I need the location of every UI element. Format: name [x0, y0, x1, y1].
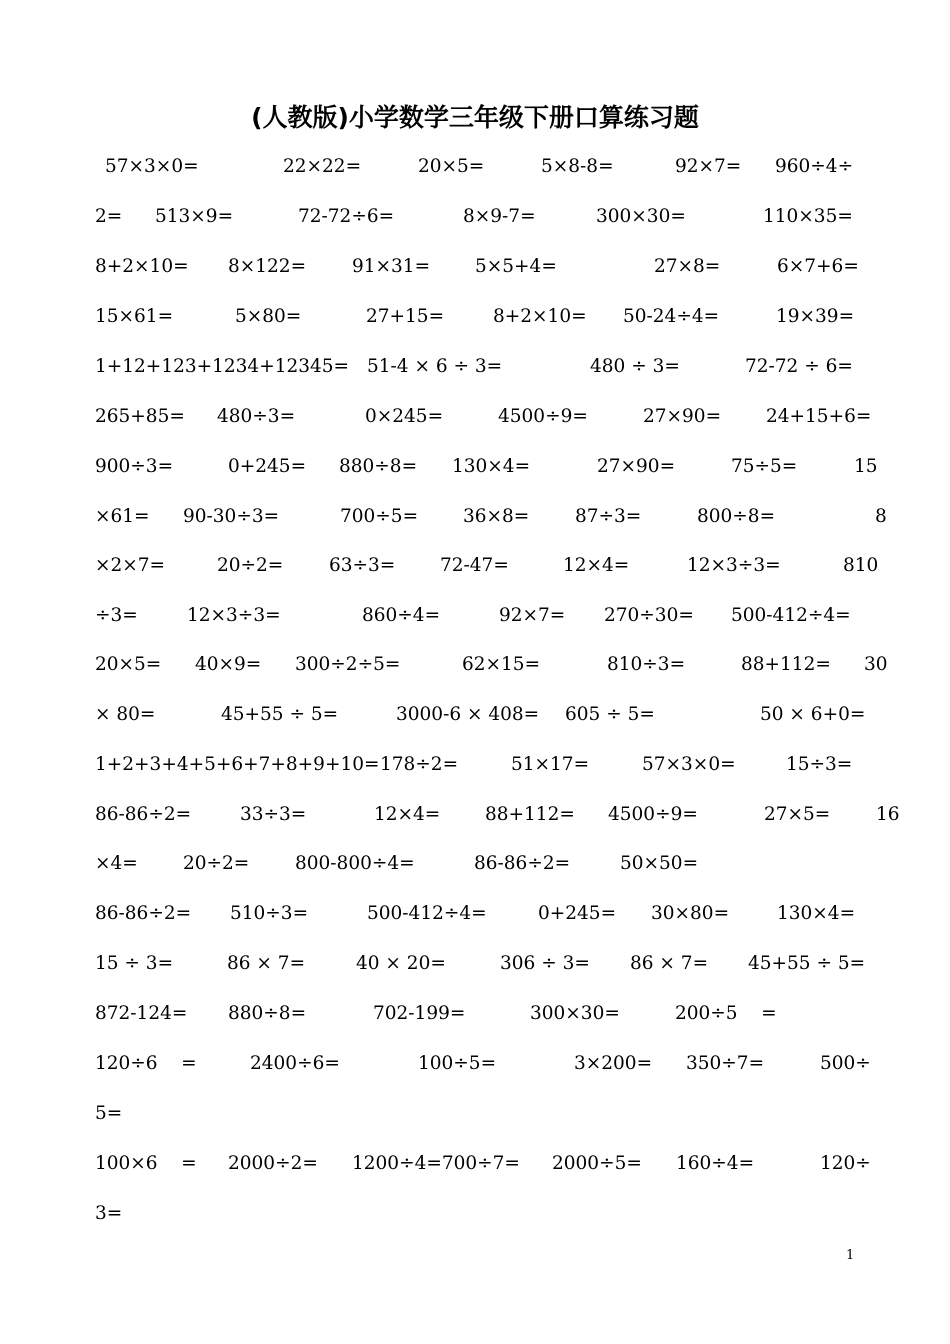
exercise-item: 20÷2=: [217, 555, 284, 576]
exercise-item: 306 ÷ 3=: [500, 953, 590, 974]
exercise-item: 86-86÷2=: [95, 903, 192, 924]
exercise-line: [0, 551, 950, 581]
exercise-line: [0, 999, 950, 1029]
exercise-item: 500-412÷4=: [731, 605, 851, 626]
exercise-item: 27+15=: [366, 306, 445, 327]
exercise-item: 50-24÷4=: [623, 306, 720, 327]
exercise-item: 8×9-7=: [463, 206, 536, 227]
exercise-item: 480 ÷ 3=: [590, 356, 680, 377]
exercise-line: [0, 152, 950, 182]
exercise-item: 5×80=: [235, 306, 302, 327]
exercise-item: 24+15+6=: [766, 406, 872, 427]
exercise-item: 5×5+4=: [475, 256, 557, 277]
exercise-item: 12×3÷3=: [687, 555, 781, 576]
page-title: (人教版)小学数学三年级下册口算练习题: [251, 103, 699, 132]
exercise-item: 700÷5=: [340, 506, 419, 527]
exercise-item: 120÷: [820, 1153, 871, 1174]
exercise-item: 72-72 ÷ 6=: [745, 356, 853, 377]
exercise-item: 5=: [95, 1103, 123, 1124]
exercise-item: 88+112=: [485, 804, 575, 825]
exercise-item: 8×122=: [228, 256, 307, 277]
exercise-line: [0, 849, 950, 879]
exercise-item: 19×39=: [776, 306, 855, 327]
exercise-item: 5×8-8=: [541, 156, 614, 177]
exercise-item: 90-30÷3=: [183, 506, 280, 527]
exercise-item: 178÷2=: [380, 754, 459, 775]
exercise-item: 27×5=: [764, 804, 831, 825]
exercise-item: 0+245=: [228, 456, 307, 477]
exercise-line: [0, 601, 950, 631]
exercise-item: 87÷3=: [575, 506, 642, 527]
exercise-item: 92×7=: [675, 156, 742, 177]
exercise-line: [0, 1199, 950, 1229]
exercise-item: 30×80=: [651, 903, 730, 924]
exercise-line: [0, 352, 950, 382]
exercise-item: 57×3×0=: [642, 754, 736, 775]
exercise-item: 513×9=: [155, 206, 234, 227]
exercise-item: 1200÷4=700÷7=: [352, 1153, 520, 1174]
exercise-item: 810: [843, 555, 879, 576]
exercise-item: 110×35=: [763, 206, 853, 227]
exercise-item: 2400÷6=: [250, 1053, 340, 1074]
exercise-item: 15×61=: [95, 306, 174, 327]
exercise-item: 30: [864, 654, 888, 675]
exercise-item: 40 × 20=: [356, 953, 446, 974]
exercise-line: [0, 899, 950, 929]
exercise-item: 300÷2÷5=: [295, 654, 401, 675]
exercise-item: 72-47=: [440, 555, 509, 576]
exercise-line: [0, 1049, 950, 1079]
exercise-item: 8+2×10=: [95, 256, 189, 277]
exercise-item: 880÷8=: [228, 1003, 307, 1024]
exercise-line: [0, 750, 950, 780]
exercise-item: 27×90=: [597, 456, 676, 477]
exercise-item: ÷3=: [95, 605, 138, 626]
exercise-item: 120÷6 =: [95, 1053, 197, 1074]
exercise-item: 27×90=: [643, 406, 722, 427]
exercise-item: 0×245=: [365, 406, 444, 427]
exercise-item: 12×4=: [563, 555, 630, 576]
exercise-line: [0, 452, 950, 482]
exercise-item: 3×200=: [574, 1053, 653, 1074]
page-number: 1: [846, 1248, 855, 1263]
exercise-item: 500÷: [820, 1053, 871, 1074]
exercise-line: [0, 800, 950, 830]
exercise-item: 130×4=: [452, 456, 531, 477]
exercise-item: 160÷4=: [676, 1153, 755, 1174]
exercise-item: 86-86÷2=: [474, 853, 571, 874]
exercise-item: 270÷30=: [604, 605, 694, 626]
exercise-item: 88+112=: [741, 654, 831, 675]
exercise-item: 45+55 ÷ 5=: [748, 953, 866, 974]
exercise-item: 800÷8=: [697, 506, 776, 527]
exercise-item: 20÷2=: [183, 853, 250, 874]
exercise-item: 2000÷5=: [552, 1153, 642, 1174]
exercise-item: 63÷3=: [329, 555, 396, 576]
exercise-item: 15 ÷ 3=: [95, 953, 174, 974]
exercise-item: 1+2+3+4+5+6+7+8+9+10=: [95, 754, 380, 775]
exercise-item: 350÷7=: [686, 1053, 765, 1074]
exercise-item: 12×3÷3=: [187, 605, 281, 626]
exercise-item: 860÷4=: [362, 605, 441, 626]
exercise-item: 16: [876, 804, 900, 825]
exercise-item: 6×7+6=: [777, 256, 859, 277]
exercise-line: [0, 1149, 950, 1179]
exercise-item: 86-86÷2=: [95, 804, 192, 825]
exercise-item: ×4=: [95, 853, 138, 874]
exercise-item: 86 × 7=: [630, 953, 709, 974]
exercise-item: 4500÷9=: [608, 804, 698, 825]
exercise-item: 4500÷9=: [498, 406, 588, 427]
exercise-item: 86 × 7=: [227, 953, 306, 974]
exercise-item: × 80=: [95, 704, 156, 725]
exercise-item: 15÷3=: [786, 754, 853, 775]
exercise-item: 15: [854, 456, 878, 477]
exercise-item: 50×50=: [620, 853, 699, 874]
exercise-item: 51×17=: [511, 754, 590, 775]
exercise-item: 22×22=: [283, 156, 362, 177]
exercise-item: 500-412÷4=: [367, 903, 487, 924]
exercise-item: 45+55 ÷ 5=: [221, 704, 339, 725]
exercise-line: [0, 700, 950, 730]
exercise-line: [0, 949, 950, 979]
exercise-item: 62×15=: [462, 654, 541, 675]
exercise-item: 3=: [95, 1203, 123, 1224]
exercise-item: 51-4 × 6 ÷ 3=: [367, 356, 503, 377]
exercise-item: 880÷8=: [339, 456, 418, 477]
exercise-item: 33÷3=: [240, 804, 307, 825]
exercise-item: 605 ÷ 5=: [565, 704, 655, 725]
exercise-item: 91×31=: [352, 256, 431, 277]
exercise-line: [0, 1099, 950, 1129]
exercise-item: 510÷3=: [230, 903, 309, 924]
exercise-item: 20×5=: [95, 654, 162, 675]
exercise-item: 480÷3=: [217, 406, 296, 427]
exercise-item: 57×3×0=: [105, 156, 199, 177]
exercise-item: 36×8=: [463, 506, 530, 527]
exercise-item: 8: [875, 506, 887, 527]
exercise-item: 100÷5=: [418, 1053, 497, 1074]
exercise-item: 2000÷2=: [228, 1153, 318, 1174]
exercise-item: 40×9=: [195, 654, 262, 675]
exercise-item: 92×7=: [499, 605, 566, 626]
exercise-item: 1+12+123+1234+12345=: [95, 356, 350, 377]
exercise-item: 702-199=: [373, 1003, 466, 1024]
exercise-item: 800-800÷4=: [295, 853, 415, 874]
exercise-item: 3000-6 × 408=: [396, 704, 540, 725]
exercise-line: [0, 502, 950, 532]
exercise-line: [0, 302, 950, 332]
exercise-item: 0+245=: [538, 903, 617, 924]
exercise-item: 8+2×10=: [493, 306, 587, 327]
exercise-item: 50 × 6+0=: [760, 704, 866, 725]
exercise-item: 300×30=: [530, 1003, 620, 1024]
exercise-item: 27×8=: [654, 256, 721, 277]
exercise-item: 200÷5 =: [675, 1003, 777, 1024]
exercise-item: 2=: [95, 206, 123, 227]
exercise-item: 265+85=: [95, 406, 185, 427]
exercise-item: 300×30=: [596, 206, 686, 227]
exercise-item: 12×4=: [374, 804, 441, 825]
exercise-item: 900÷3=: [95, 456, 174, 477]
exercise-item: ×2×7=: [95, 555, 166, 576]
exercise-item: 100×6 =: [95, 1153, 197, 1174]
exercise-item: 960÷4÷: [775, 156, 854, 177]
exercise-item: 72-72÷6=: [298, 206, 395, 227]
exercise-item: 75÷5=: [731, 456, 798, 477]
exercise-item: 872-124=: [95, 1003, 188, 1024]
exercise-item: 810÷3=: [607, 654, 686, 675]
exercise-line: [0, 202, 950, 232]
exercise-item: 130×4=: [777, 903, 856, 924]
exercise-line: [0, 650, 950, 680]
exercise-item: ×61=: [95, 506, 150, 527]
exercise-item: 20×5=: [418, 156, 485, 177]
exercise-line: [0, 252, 950, 282]
exercise-line: [0, 402, 950, 432]
